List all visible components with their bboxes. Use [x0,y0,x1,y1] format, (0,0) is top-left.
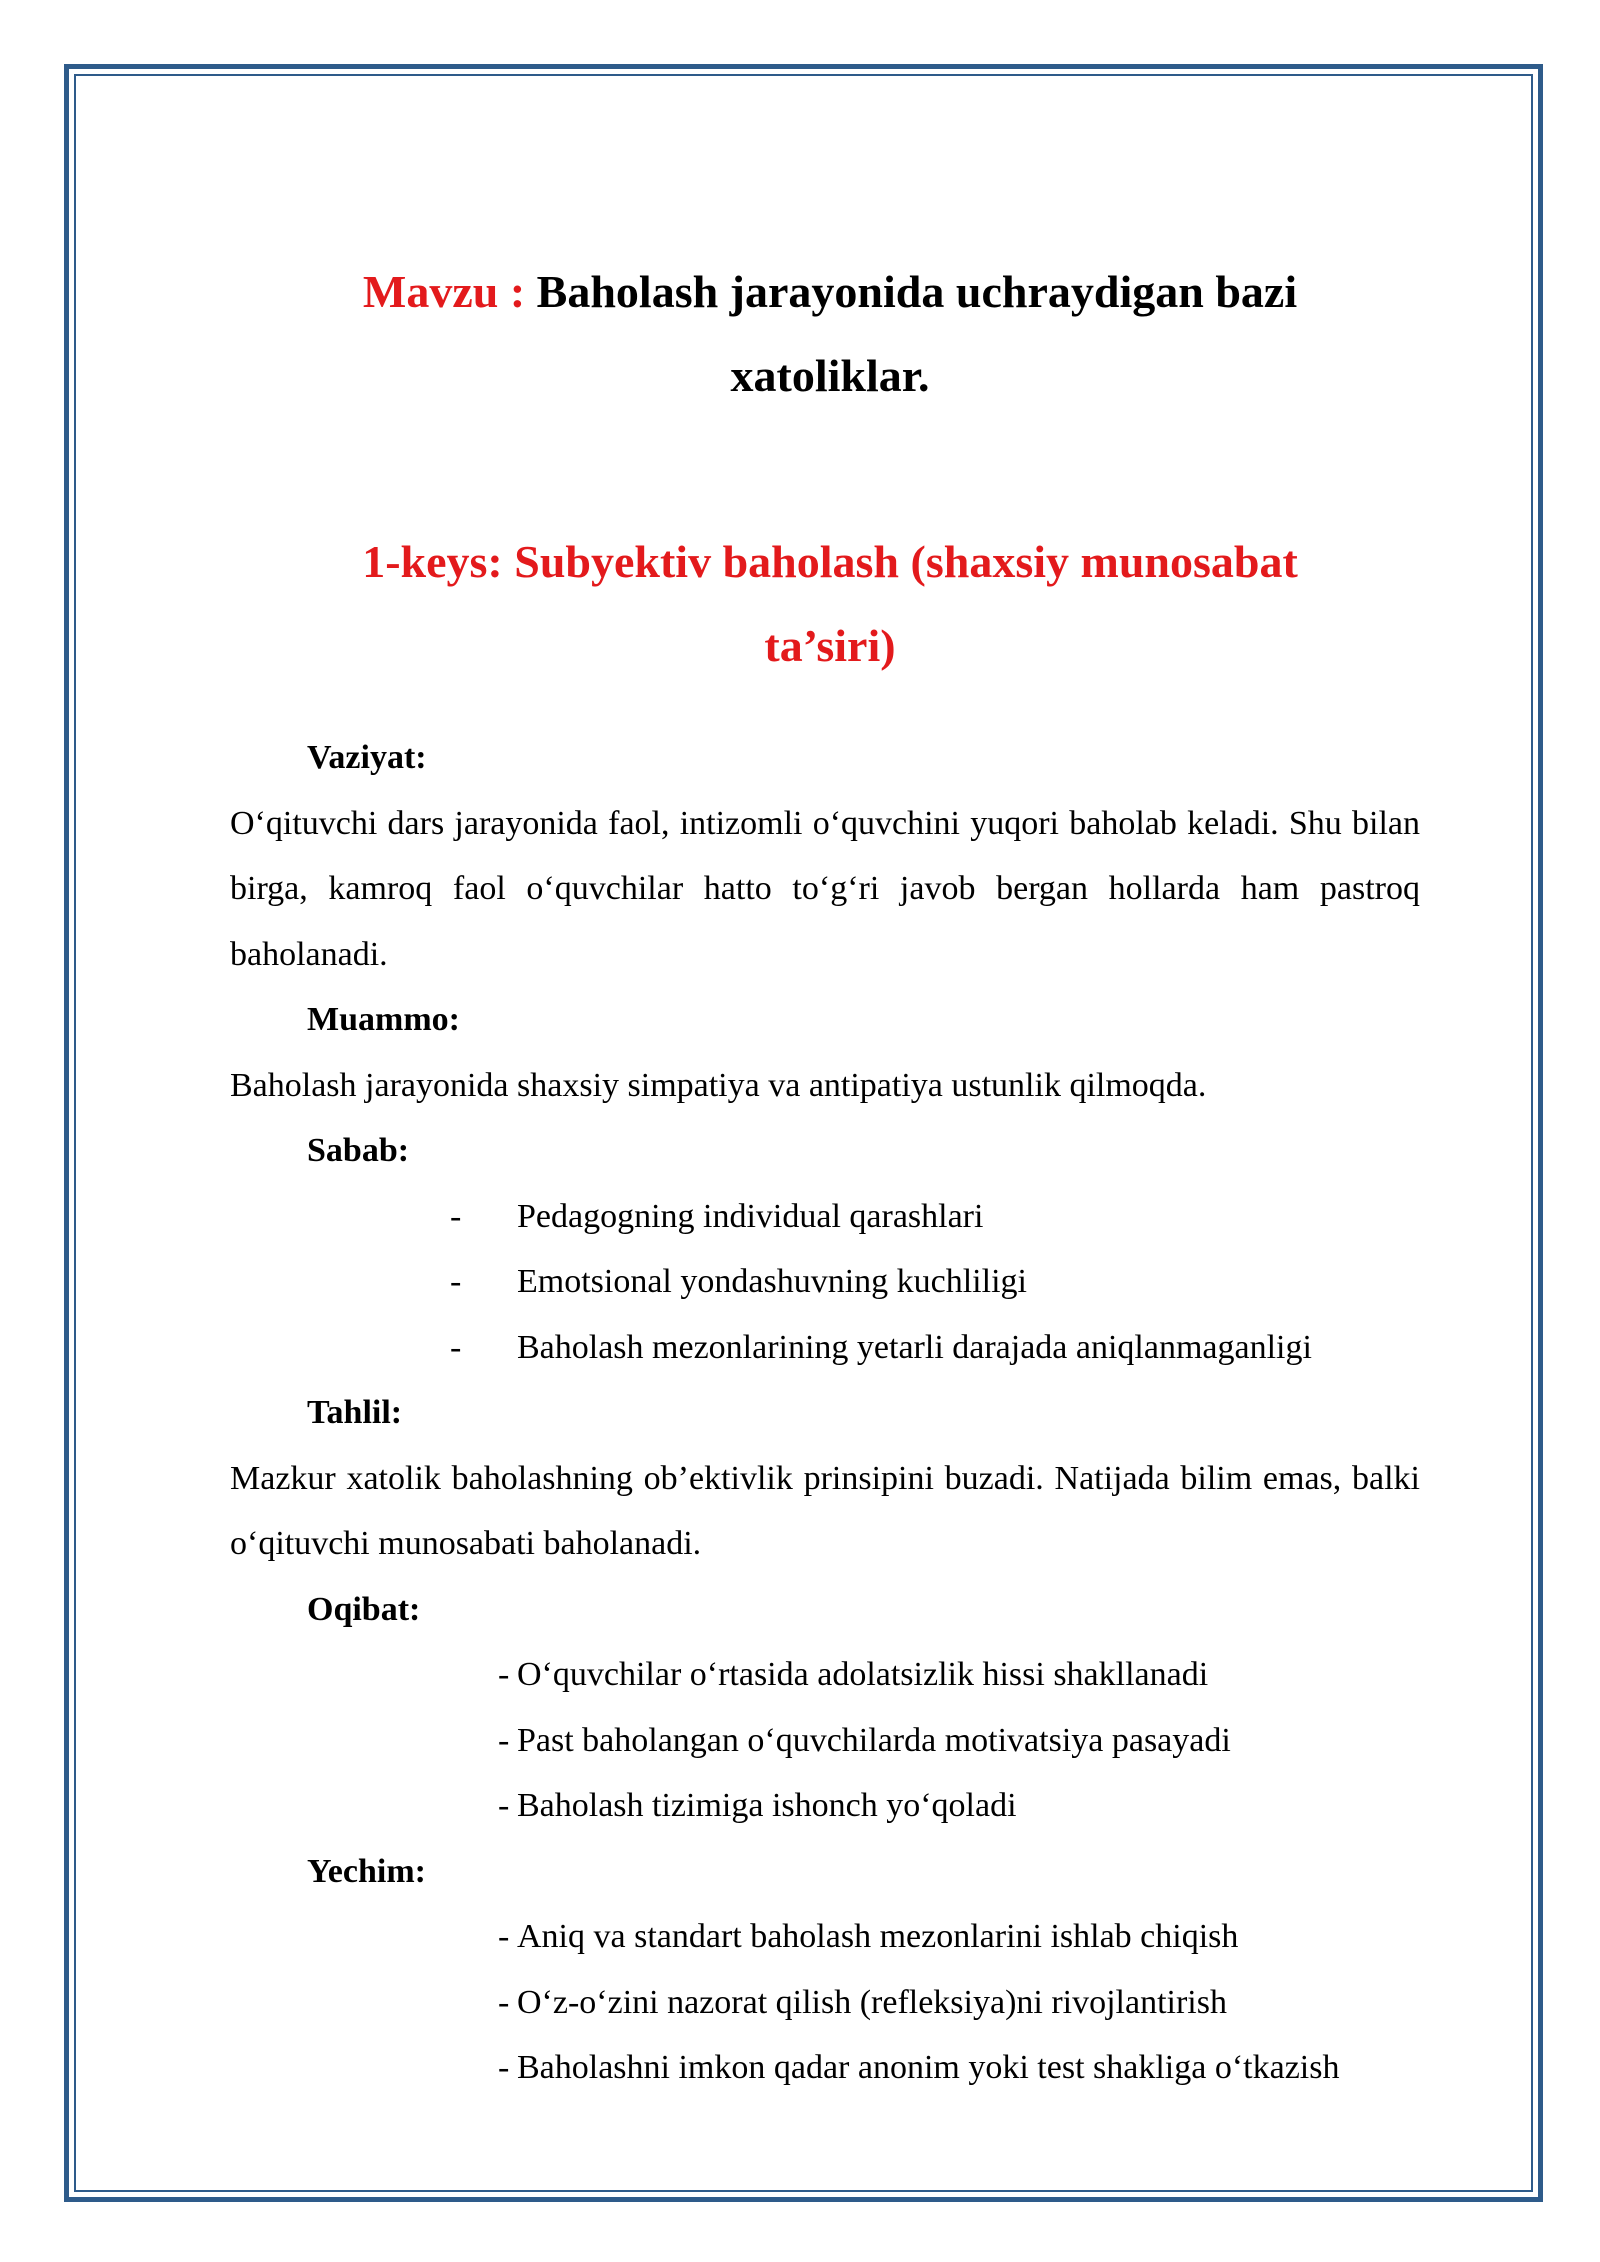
case-title-line1: 1-keys: Subyektiv baholash (shaxsiy munosabat [362,536,1298,587]
list-item-text: O‘quvchilar o‘rtasida adolatsizlik hissi shakllanadi [517,1656,1209,1693]
analysis-heading: Tahlil: [307,1394,403,1431]
case-title [230,520,1430,688]
title-text-line1: Baholash jarayonida uchraydigan bazi [536,266,1298,317]
situation-text: O‘qituvchi dars jarayonida faol, intizomli o‘quvchini yuqori baholab keladi. Shu bilan birga, kamroq faol o‘quvchilar hatto to‘g‘ri javob bergan hollarda ham pastroq baholanadi. [230,804,1420,973]
list-item [230,1315,1420,1381]
list-item [230,1642,1420,1708]
list-item-text: Emotsional yondashuvning kuchliligi [517,1263,1027,1300]
dash-marker: - [498,2049,510,2086]
document-body [230,725,1420,2101]
list-item-text: O‘z-o‘zini nazorat qilish (refleksiya)ni rivojlantirish [517,1983,1227,2021]
list-item [230,2035,1420,2101]
title-text-line2: xatoliklar. [730,350,930,401]
list-item-text: Pedagogning individual qarashlari [517,1197,984,1235]
dash-marker: - [450,1263,462,1300]
case-title-line2: ta’siri) [764,620,896,671]
list-item [230,1708,1420,1774]
dash-marker: - [450,1328,462,1366]
list-item [230,1904,1420,1970]
solution-list [230,1904,1420,2101]
list-item-text: Past baholangan o‘quvchilarda motivatsiya pasayadi [517,1721,1231,1759]
problem-text: Baholash jarayonida shaxsiy simpatiya va antipatiya ustunlik qilmoqda. [230,1066,1207,1104]
dash-marker: - [498,1656,510,1693]
problem-heading: Muammo: [307,1001,460,1038]
dash-marker: - [498,1918,510,1955]
analysis-text: Mazkur xatolik baholashning ob’ektivlik prinsipini buzadi. Natijada bilim emas, balki o‘qituvchi munosabati baholanadi. [230,1459,1420,1562]
list-item-text: Aniq va standart baholash mezonlarini ishlab chiqish [517,1918,1239,1955]
dash-marker: - [498,1983,510,2021]
cause-list [230,1184,1420,1381]
dash-marker: - [498,1787,510,1824]
dash-marker: - [450,1197,462,1235]
list-item [230,1970,1420,2036]
list-item-text: Baholash mezonlarining yetarli darajada aniqlanmaganligi [517,1328,1312,1366]
document-title [230,250,1430,418]
list-item [230,1184,1420,1250]
dash-marker: - [498,1721,510,1759]
list-item-text: Baholashni imkon qadar anonim yoki test shakliga o‘tkazish [517,2049,1340,2086]
consequence-heading: Oqibat: [307,1590,421,1628]
list-item [230,1773,1420,1839]
consequence-list [230,1642,1420,1839]
list-item [230,1249,1420,1315]
title-label: Mavzu : [362,266,526,317]
solution-heading: Yechim: [307,1852,426,1890]
cause-heading: Sabab: [307,1132,410,1169]
list-item-text: Baholash tizimiga ishonch yo‘qoladi [517,1787,1017,1824]
situation-heading: Vaziyat: [307,739,427,776]
